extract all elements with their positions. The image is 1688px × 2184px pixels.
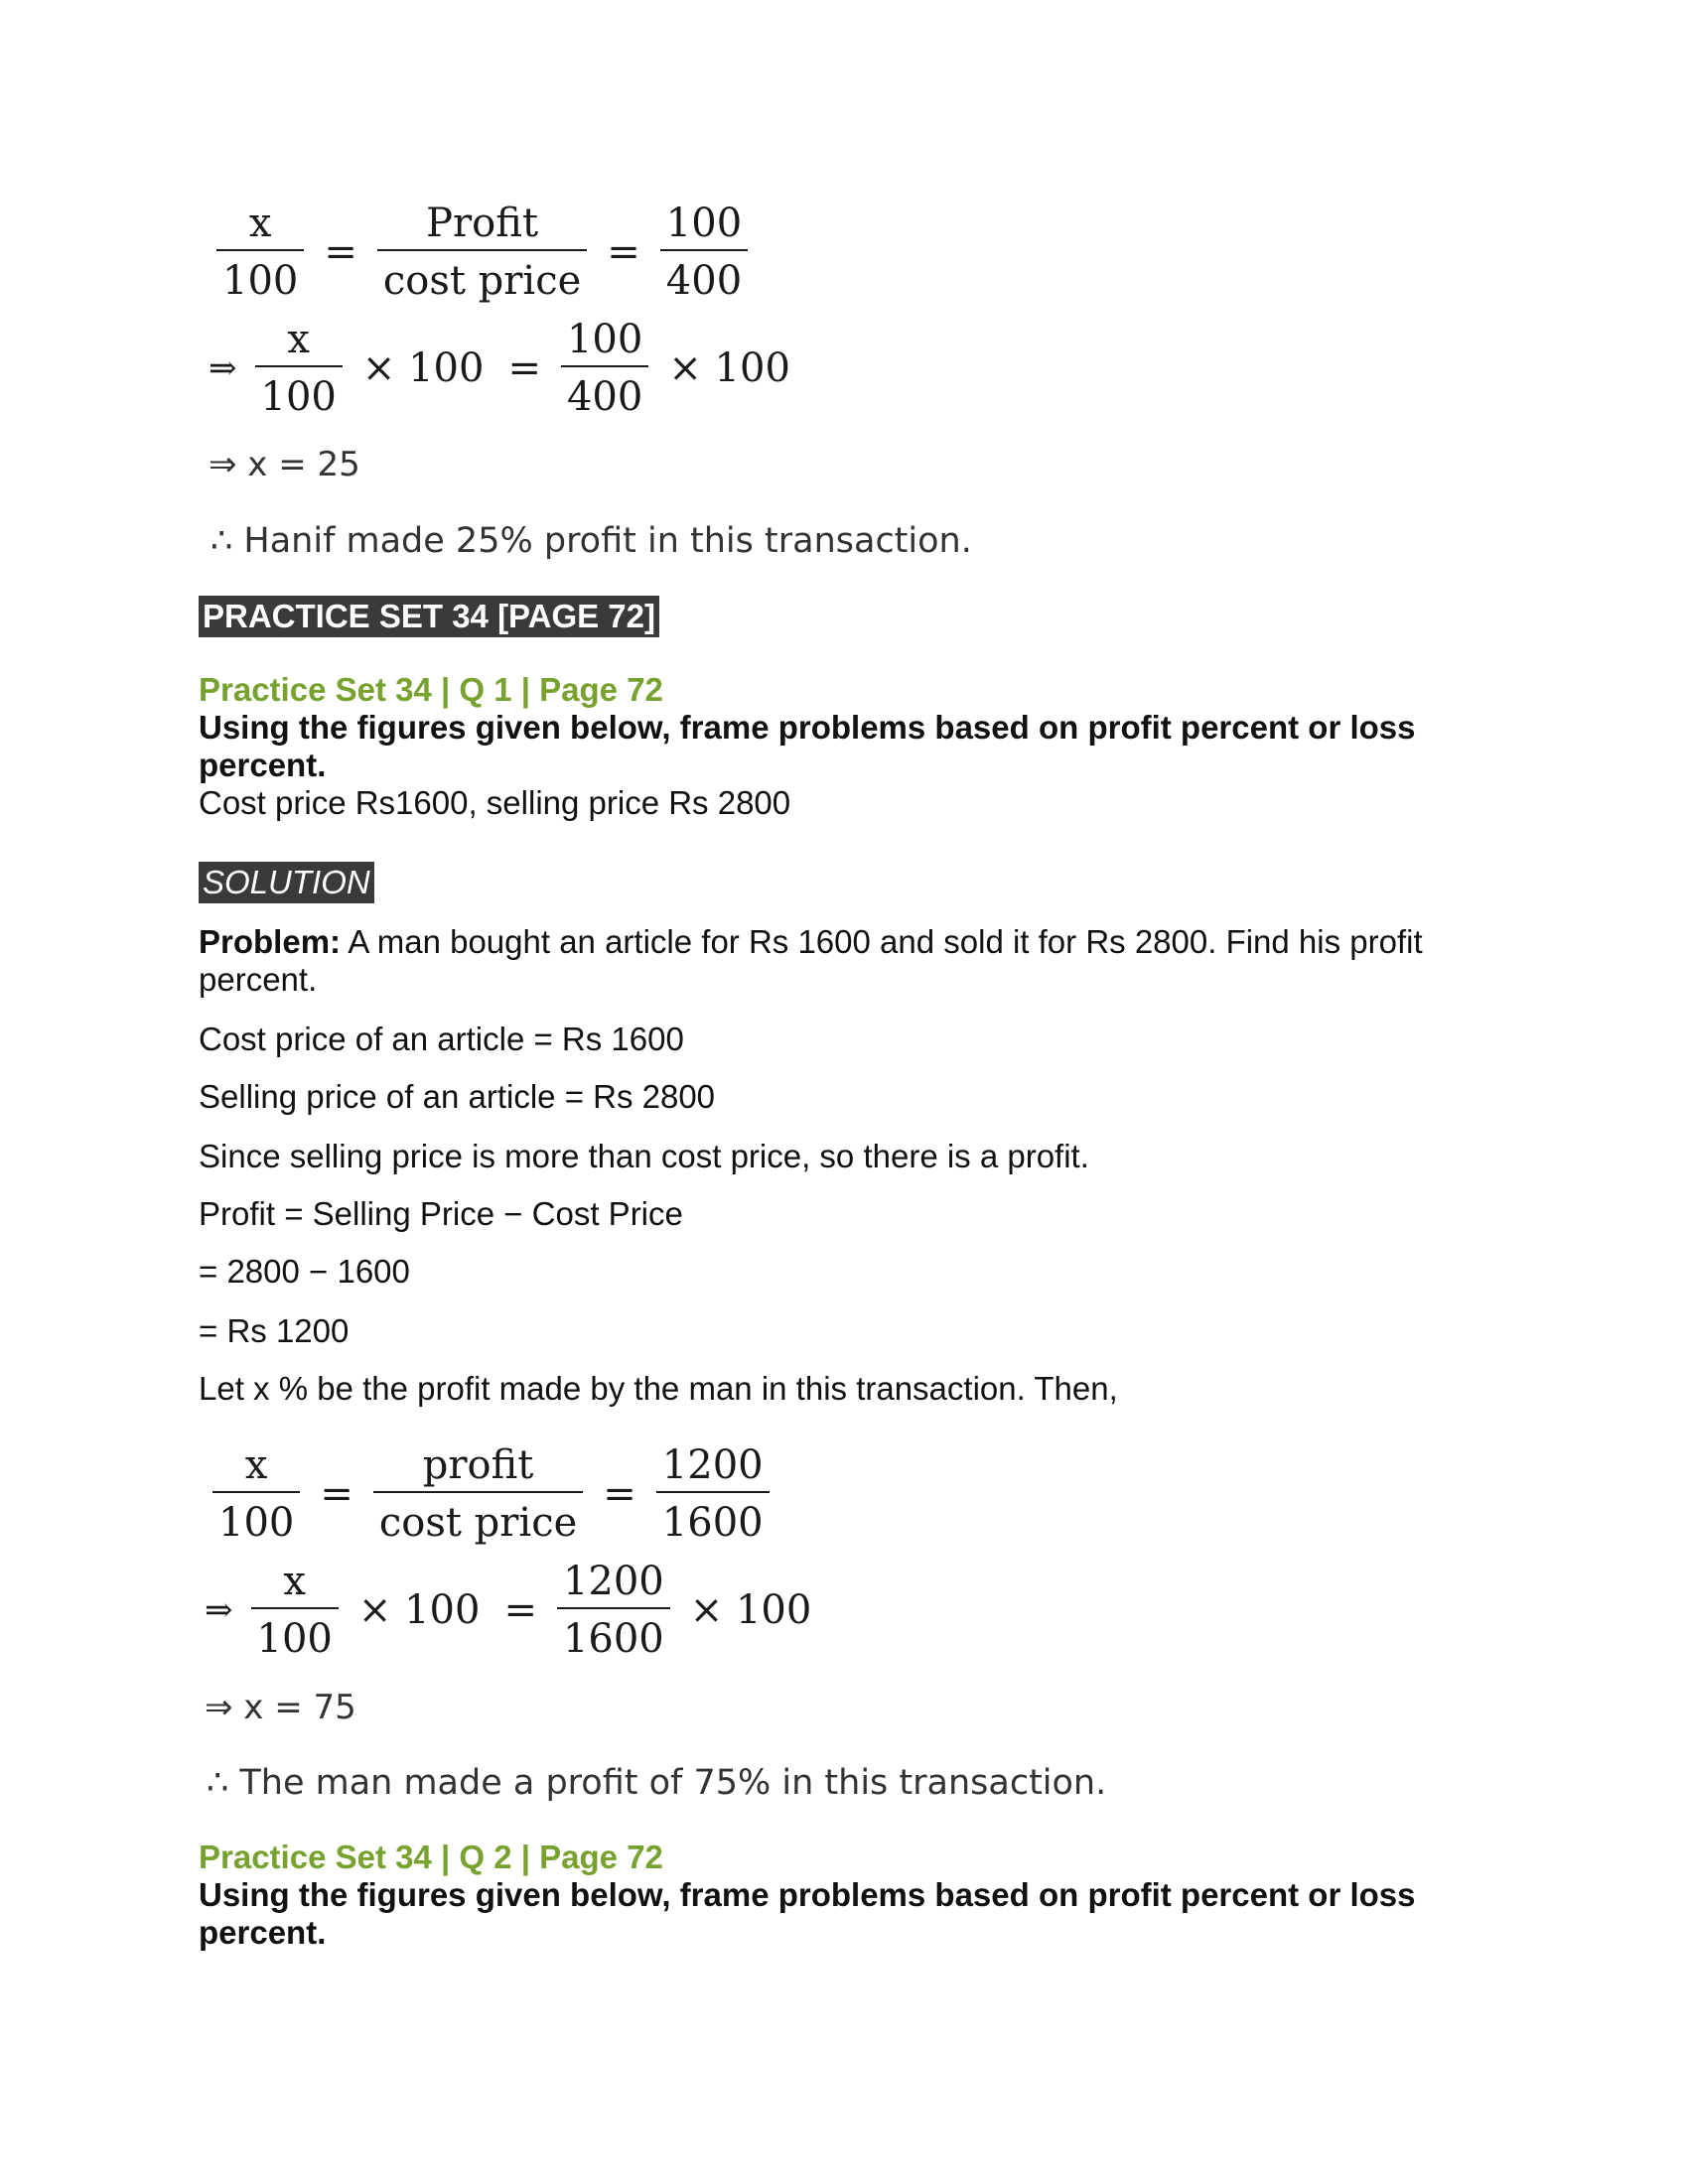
- equals-sign: =: [607, 229, 640, 275]
- equation-1: [209, 201, 756, 304]
- given-values: Cost price Rs1600, selling price Rs 2800: [199, 784, 791, 821]
- fraction: [251, 1559, 339, 1662]
- result-line: ⇒ x = 25: [209, 445, 360, 484]
- denominator: cost price: [373, 1491, 583, 1543]
- fraction: [255, 317, 343, 420]
- practice-set-banner: PRACTICE SET 34 [PAGE 72]: [199, 596, 659, 637]
- numerator: profit: [422, 1442, 534, 1488]
- solution-line: Cost price of an article = Rs 1600: [199, 1021, 684, 1057]
- equals-sign: =: [507, 345, 541, 391]
- numerator: x: [287, 317, 310, 362]
- solution-line: = 2800 − 1600: [199, 1253, 410, 1290]
- fraction: [373, 1442, 583, 1546]
- solution-line: Selling price of an article = Rs 2800: [199, 1078, 716, 1115]
- equals-sign: =: [503, 1587, 537, 1633]
- numerator: x: [283, 1559, 306, 1604]
- equals-sign: =: [324, 229, 357, 275]
- conclusion-line: ∴ The man made a profit of 75% in this transaction.: [207, 1763, 1107, 1803]
- implies-symbol: ⇒: [209, 348, 237, 388]
- fraction: [212, 1442, 300, 1546]
- solution-line: Since selling price is more than cost price, so there is a profit.: [199, 1138, 1089, 1174]
- denominator: 100: [255, 365, 343, 417]
- equation-4: [205, 1559, 823, 1662]
- numerator: x: [248, 201, 272, 246]
- numerator: x: [244, 1442, 268, 1488]
- question-heading: Practice Set 34 | Q 1 | Page 72: [199, 671, 663, 708]
- denominator: 400: [660, 249, 748, 301]
- equals-sign: =: [320, 1471, 353, 1517]
- numerator: 1200: [661, 1442, 764, 1488]
- times-term: × 100: [357, 1587, 481, 1633]
- denominator: 1600: [557, 1607, 670, 1659]
- numerator: 100: [665, 201, 743, 246]
- problem-text: A man bought an article for Rs 1600 and sold it for Rs 2800. Find his profit percent.: [199, 923, 1423, 998]
- numerator: 100: [566, 317, 643, 362]
- conclusion-line: ∴ Hanif made 25% profit in this transaction.: [211, 521, 972, 561]
- fraction: [377, 201, 587, 304]
- denominator: 100: [251, 1607, 339, 1659]
- equation-3: [205, 1442, 777, 1546]
- solution-line: = Rs 1200: [199, 1312, 350, 1349]
- implies-symbol: ⇒: [205, 1590, 233, 1630]
- times-term: × 100: [689, 1587, 812, 1633]
- problem-statement: [199, 923, 1440, 999]
- times-term: × 100: [668, 345, 790, 391]
- denominator: 100: [216, 249, 304, 301]
- solution-line: Let x % be the profit made by the man in this transaction. Then,: [199, 1370, 1118, 1407]
- denominator: cost price: [377, 249, 587, 301]
- fraction: [216, 201, 304, 304]
- solution-label: SOLUTION: [199, 862, 374, 903]
- denominator: 400: [561, 365, 648, 417]
- denominator: 100: [212, 1491, 300, 1543]
- equals-sign: =: [603, 1471, 636, 1517]
- numerator: Profit: [426, 201, 539, 246]
- result-line: ⇒ x = 75: [205, 1688, 356, 1727]
- fraction: [561, 317, 648, 420]
- fraction: [660, 201, 748, 304]
- fraction: [656, 1442, 770, 1546]
- problem-label: Problem:: [199, 923, 342, 960]
- equation-2: [209, 317, 802, 420]
- question-text: Using the figures given below, frame problems based on profit percent or loss percent.: [199, 709, 1416, 783]
- question-heading: Practice Set 34 | Q 2 | Page 72: [199, 1839, 663, 1875]
- denominator: 1600: [656, 1491, 770, 1543]
- solution-line: Profit = Selling Price − Cost Price: [199, 1195, 683, 1232]
- question-text: Using the figures given below, frame problems based on profit percent or loss percent.: [199, 1876, 1416, 1951]
- fraction: [557, 1559, 670, 1662]
- numerator: 1200: [562, 1559, 664, 1604]
- times-term: × 100: [361, 345, 485, 391]
